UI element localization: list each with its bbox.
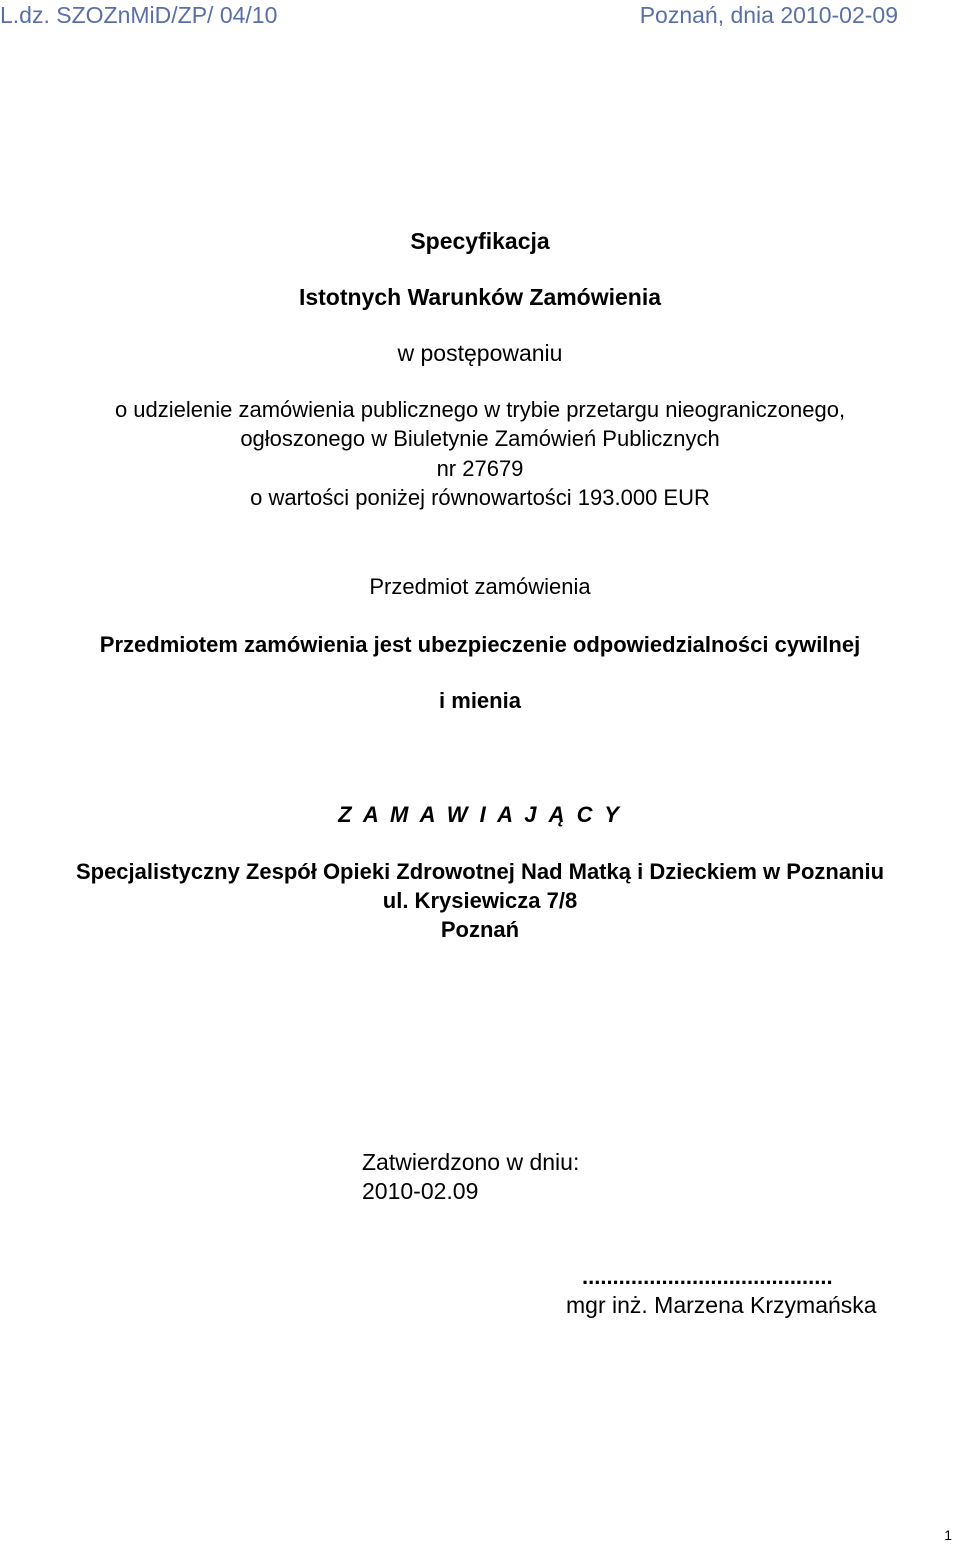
subject-heading: Przedmiot zamówienia bbox=[369, 574, 591, 599]
title-w-postepowaniu: w postępowaniu bbox=[397, 340, 563, 366]
contracting-party-street: ul. Krysiewicza 7/8 bbox=[382, 888, 578, 913]
subject-line-2: i mienia bbox=[439, 688, 521, 713]
contracting-party-name: Specjalistyczny Zespół Opieki Zdrowotnej Nad Matką i Dzieckiem w Poznaniu bbox=[75, 859, 885, 884]
approval-date: 2010-02.09 bbox=[362, 1178, 479, 1204]
contracting-party-heading: Z A M A W I A J Ą C Y bbox=[338, 802, 622, 827]
page-number: 1 bbox=[944, 1527, 952, 1543]
signature-dots: ......................................... bbox=[582, 1264, 833, 1289]
place-date: Poznań, dnia 2010-02-09 bbox=[639, 2, 898, 28]
procedure-line-4: o wartości poniżej równowartości 193.000 EUR bbox=[250, 485, 710, 510]
signature-name: mgr inż. Marzena Krzymańska bbox=[566, 1292, 877, 1318]
procedure-line-2: ogłoszonego w Biuletynie Zamówień Publicznych bbox=[240, 426, 720, 451]
contracting-party-city: Poznań bbox=[440, 917, 520, 942]
title-istotnych-warunkow: Istotnych Warunków Zamówienia bbox=[298, 284, 662, 310]
procedure-line-1: o udzielenie zamówienia publicznego w trybie przetargu nieograniczonego, bbox=[114, 397, 846, 422]
title-specyfikacja: Specyfikacja bbox=[410, 228, 550, 254]
approval-label: Zatwierdzono w dniu: bbox=[362, 1149, 580, 1175]
reference-number: L.dz. SZOZnMiD/ZP/ 04/10 bbox=[0, 2, 278, 28]
subject-line-1: Przedmiotem zamówienia jest ubezpieczenie odpowiedzialności cywilnej bbox=[99, 632, 861, 657]
procedure-line-3: nr 27679 bbox=[436, 456, 524, 481]
